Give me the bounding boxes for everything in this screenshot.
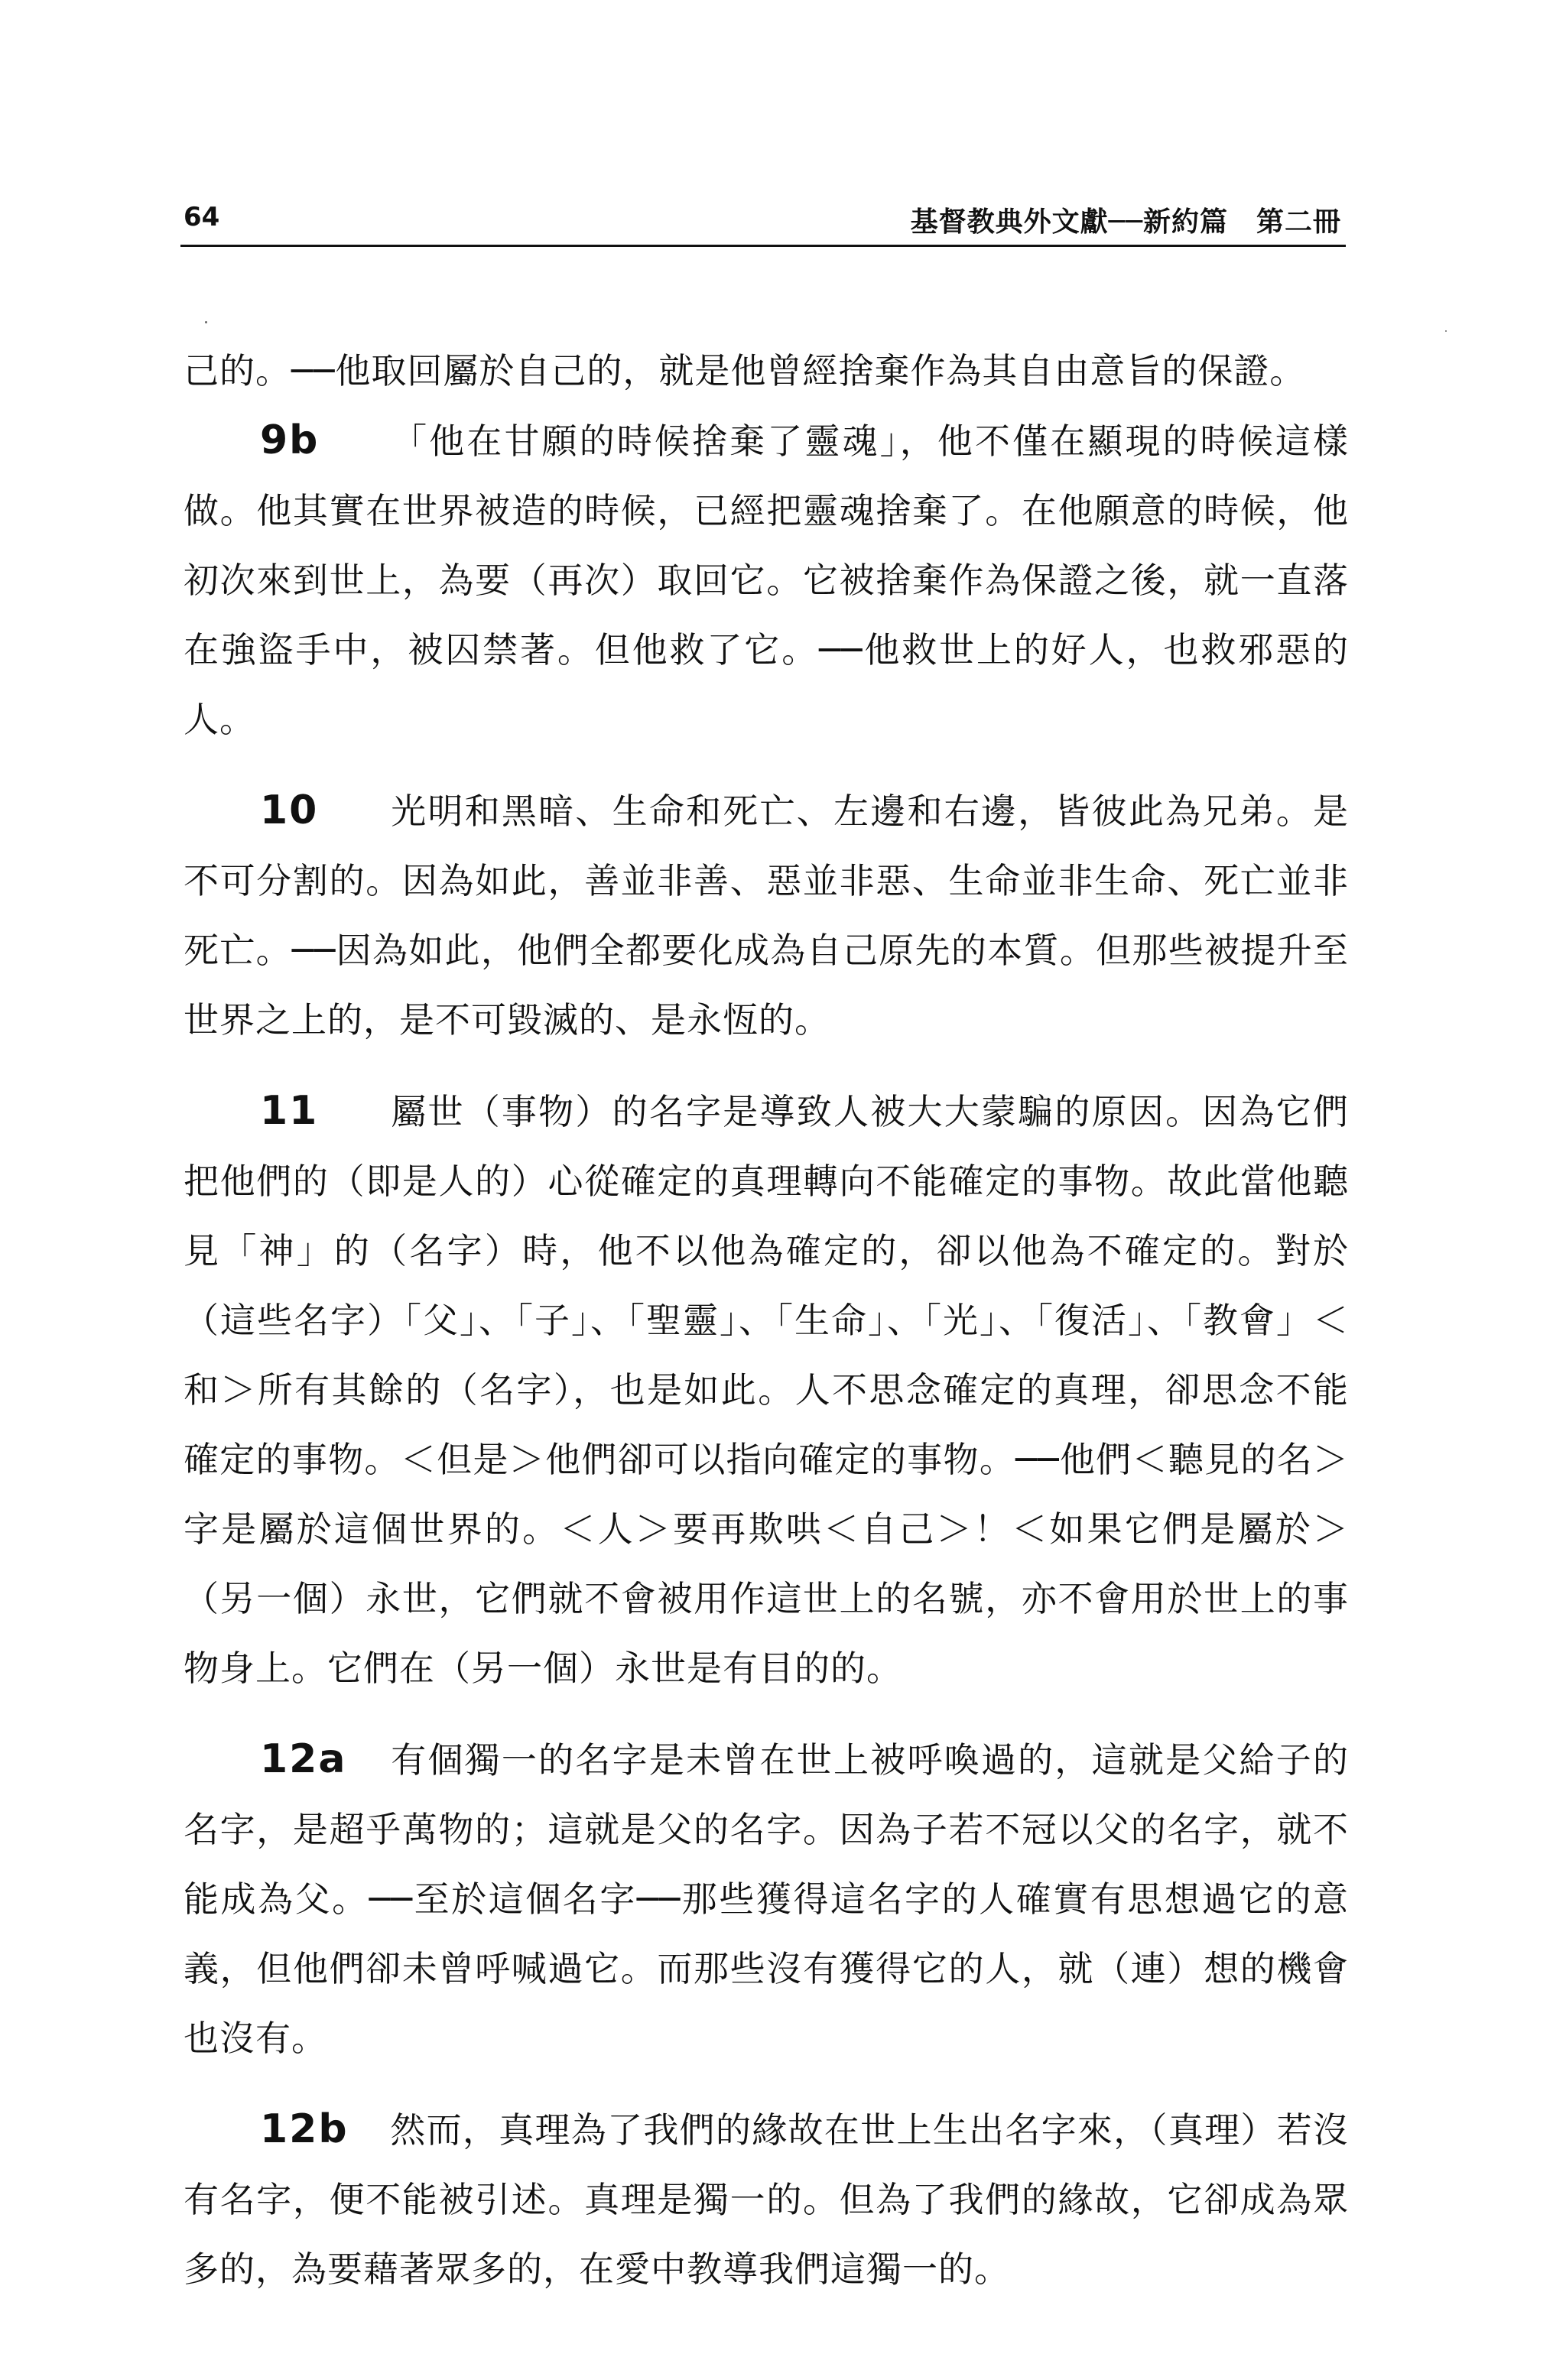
page-header [180, 200, 1346, 247]
paragraph-12b [184, 2095, 1349, 2304]
paragraph-text: 有個獨一的名字是未曾在世上被呼喚過的，這就是父給子的名字，是超乎萬物的；這就是父的名字。因為子若不冠以父的名字，就不能成為父。──至於這個名字──那些獲得這名字的人確實有思想過它的意義，但他們卻未曾呼喊過它。而那些沒有獲得它的人，就（連）想的機會也沒有。 [184, 1739, 1349, 2059]
running-title: 基督教典外文獻──新約篇 第二冊 [910, 206, 1341, 238]
verse-number: 9b [260, 417, 320, 463]
paragraph-continuation [184, 336, 1349, 406]
paragraph-11 [184, 1076, 1349, 1703]
scan-speck [1445, 330, 1447, 332]
verse-number: 12a [260, 1736, 347, 1782]
paragraph-text: 屬世（事物）的名字是導致人被大大蒙騙的原因。因為它們把他們的（即是人的）心從確定的真理轉向不能確定的事物。故此當他聽見「神」的（名字）時，他不以他為確定的，卻以他為不確定的。對於（這些名字）「父」、「子」、「聖靈」、「生命」、「光」、「復活」、「教會」＜和＞所有其餘的（名字），也是如此。人不思念確定的真理，卻思念不能確定的事物。＜但是＞他們卻可以指向確定的事物。──他們＜聽見的名＞字是屬於這個世界的。＜人＞要再欺哄＜自己＞！＜如果它們是屬於＞（另一個）永世，它們就不會被用作這世上的名號，亦不會用於世上的事物身上。它們在（另一個）永世是有目的的。 [184, 1091, 1349, 1689]
paragraph-text: 光明和黑暗、生命和死亡、左邊和右邊，皆彼此為兄弟。是不可分割的。因為如此，善並非善、惡並非惡、生命並非生命、死亡並非死亡。──因為如此，他們全都要化成為自己原先的本質。但那些被提升至世界之上的，是不可毀滅的、是永恆的。 [184, 791, 1349, 1041]
page-number: 64 [184, 202, 220, 232]
verse-number: 12b [260, 2106, 349, 2152]
scan-speck [205, 321, 207, 323]
paragraph-text: 然而，真理為了我們的緣故在世上生出名字來，（真理）若沒有名字，便不能被引述。真理是獨一的。但為了我們的緣故，它卻成為眾多的，為要藉著眾多的，在愛中教導我們這獨一的。 [184, 2109, 1349, 2290]
paragraph-9b [184, 406, 1349, 755]
paragraph-12a [184, 1725, 1349, 2073]
paragraph-text: 「他在甘願的時候捨棄了靈魂」，他不僅在顯現的時候這樣做。他其實在世界被造的時候，已經把靈魂捨棄了。在他願意的時候，他初次來到世上，為要（再次）取回它。它被捨棄作為保證之後，就一直落在強盜手中，被囚禁著。但他救了它。──他救世上的好人，也救邪惡的人。 [184, 420, 1349, 740]
paragraph-text: 己的。──他取回屬於自己的，就是他曾經捨棄作為其自由意旨的保證。 [184, 350, 1306, 391]
paragraph-10 [184, 776, 1349, 1055]
verse-number: 10 [260, 787, 319, 833]
body-text [184, 336, 1349, 2304]
verse-number: 11 [260, 1088, 319, 1134]
